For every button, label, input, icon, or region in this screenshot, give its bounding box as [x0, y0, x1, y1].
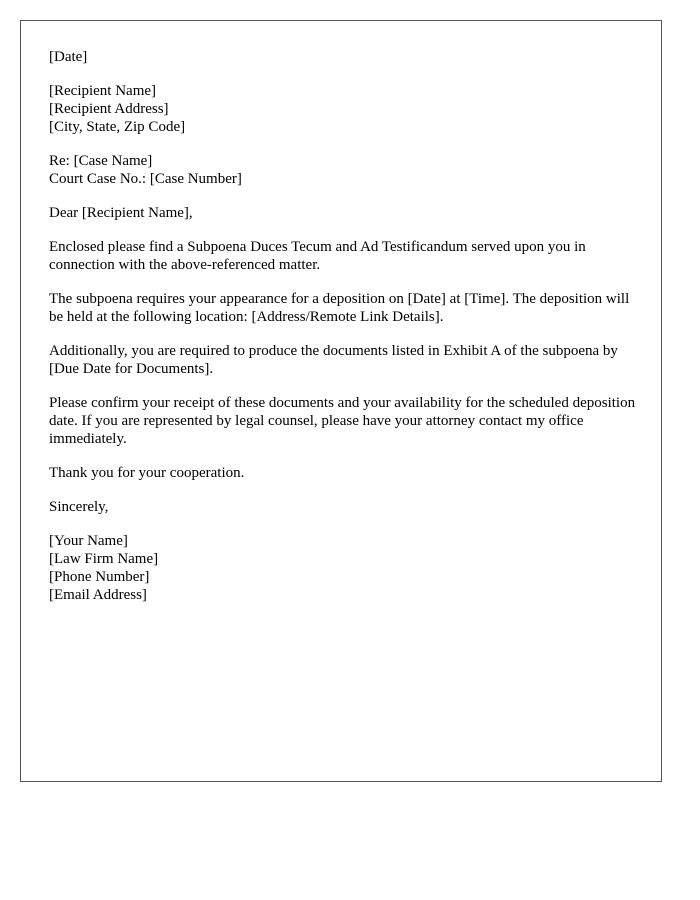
- paragraph-thanks: Thank you for your cooperation.: [49, 465, 245, 481]
- recipient-city-state-zip: [City, State, Zip Code]: [49, 119, 186, 135]
- recipient-name: [Recipient Name]: [49, 83, 157, 99]
- paragraph-enclosed: Enclosed please find a Subpoena Duces Tecum and Ad Testificandum served upon you in connection with the above-referenced matter.: [49, 239, 586, 273]
- case-number-line: Court Case No.: [Case Number]: [49, 171, 242, 187]
- closing-block: [49, 498, 639, 516]
- case-name-line: Re: [Case Name]: [49, 153, 153, 169]
- recipient-block: [49, 82, 639, 136]
- letter-page: [20, 20, 662, 782]
- closing: Sincerely,: [49, 499, 109, 515]
- letter-body: [49, 48, 639, 620]
- paragraph-documents: Additionally, you are required to produce the documents listed in Exhibit A of the subpoena by [Due Date for Documents].: [49, 343, 618, 377]
- signature-email: [Email Address]: [49, 587, 147, 603]
- reference-block: [49, 152, 639, 188]
- paragraph-deposition: The subpoena requires your appearance for a deposition on [Date] at [Time]. The deposition will be held at the following location: [Address/Remote Link Details].: [49, 291, 630, 325]
- signature-phone: [Phone Number]: [49, 569, 150, 585]
- salutation-block: [49, 204, 639, 222]
- recipient-address: [Recipient Address]: [49, 101, 169, 117]
- letter-date: [Date]: [49, 49, 88, 65]
- date-block: [49, 48, 639, 66]
- salutation: Dear [Recipient Name],: [49, 205, 193, 221]
- paragraph-confirm: Please confirm your receipt of these documents and your availability for the scheduled deposition date. If you are represented by legal counsel, please have your attorney contact my office immediately.: [49, 395, 636, 447]
- signature-block: [49, 532, 639, 604]
- signature-firm: [Law Firm Name]: [49, 551, 159, 567]
- signature-name: [Your Name]: [49, 533, 128, 549]
